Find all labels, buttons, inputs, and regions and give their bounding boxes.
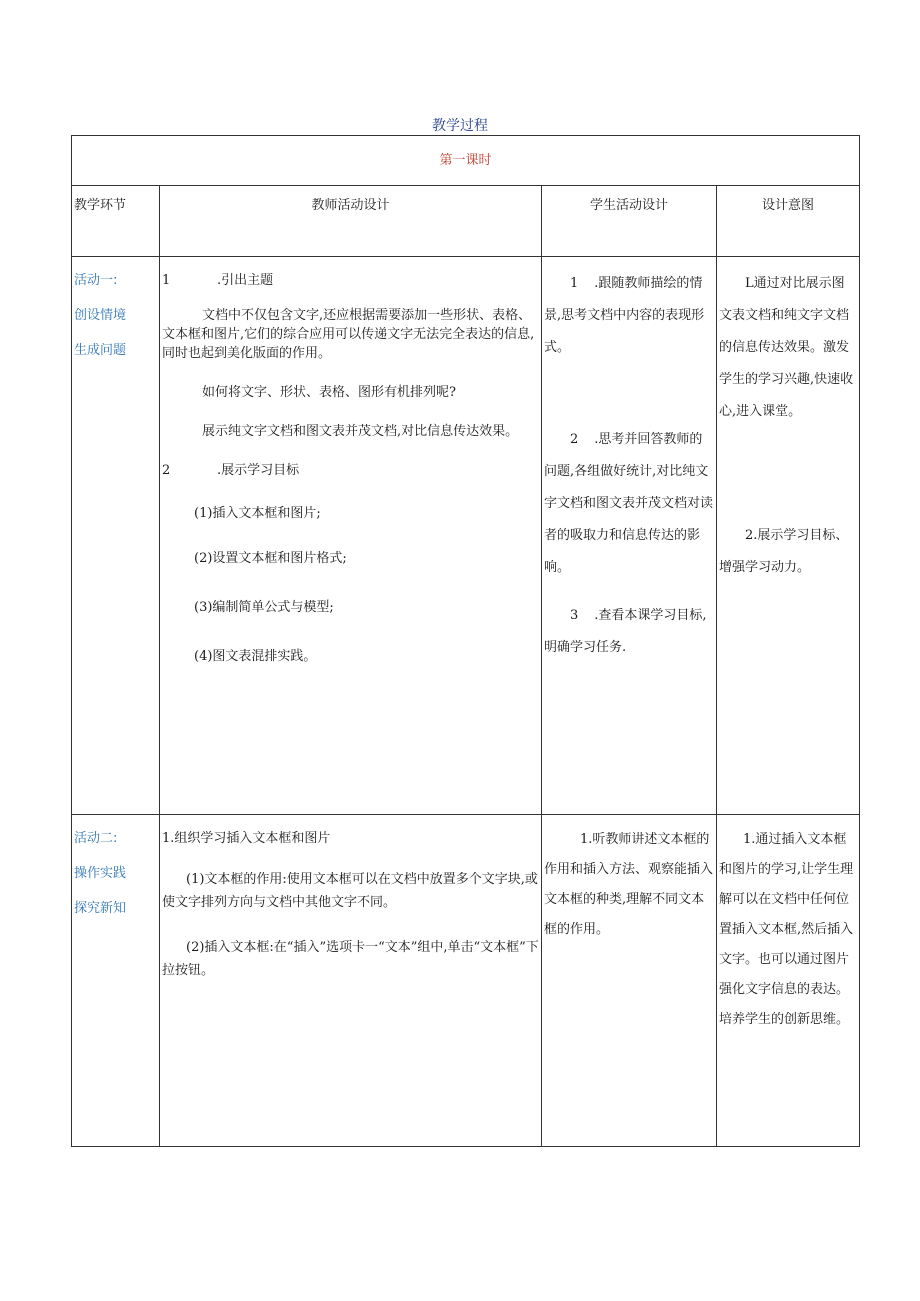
activity-2-student [542,815,717,1147]
activity-1-stage [72,257,160,815]
activity-1-teacher [160,257,542,815]
teacher-1-para-3: 展示纯文字文档和图文表并茂文档,对比信息传达效果。 [202,424,519,439]
teacher-1-goal-4: (4)图文表混排实践。 [194,649,317,664]
header-student: 学生活动设计 [542,186,717,257]
activity-2-line-1: 活动二: [74,831,118,846]
student-1-item-1-number: 1 [570,276,579,291]
teacher-1-para-2: 如何将文字、形状、表格、图形有机排列呢? [202,385,456,400]
teacher-1-para-1: 文档中不仅包含文字,还应根据需要添加一些形状、表格、文本框和图片,它们的综合应用可以传递文字无法完全表达的信息,同时也起到美化版面的作用。 [162,308,535,361]
page-title: 教学过程 [432,118,488,134]
activity-2-line-3: 探究新知 [74,901,127,916]
teacher-2-step-1: 1.组织学习插入文本框和图片 [162,831,331,846]
teacher-1-goal-3: (3)编制简单公式与模型; [194,600,334,615]
activity-2-stage [72,815,160,1147]
teacher-1-step-2-number: 2 [162,463,171,478]
student-1-item-2-text: .思考并回答教师的问题,各组做好统计,对比纯文字文档和图文表并茂文档对读者的吸取力和信息传达的影响。 [544,432,714,575]
activity-1-intent [717,257,860,815]
student-1-item-2 [544,424,714,584]
teacher-1-step-2-title: .展示学习目标 [217,463,300,478]
student-1-item-3-number: 3 [570,608,579,623]
teacher-1-step-2 [162,461,539,480]
header-teacher: 教师活动设计 [160,186,542,257]
student-1-item-3-text: .查看本课学习目标,明确学习任务. [544,608,707,655]
activity-1-student [542,257,717,815]
activity-2-line-2: 操作实践 [74,866,127,881]
intent-2-item-1: 1.通过插入文本框和图片的学习,让学生理解可以在文档中任何位置插入文本框,然后插入文字。也可以通过图片强化文字信息的表达。培养学生的创新思维。 [719,832,854,1027]
lesson-process-table [71,135,860,1147]
student-2-item-1: 1.听教师讲述文本框的作用和插入方法、观察能插入文本框的种类,理解不同文本框的作用。 [544,832,714,937]
activity-2-intent [717,815,860,1147]
activity-1-line-1: 活动一: [74,273,118,288]
header-stage: 教学环节 [72,186,160,257]
intent-1-item-2: 2.展示学习目标、增强学习动力。 [719,528,849,575]
student-1-item-1 [544,268,714,364]
teacher-1-step-1-number: 1 [162,273,171,288]
student-1-item-2-number: 2 [570,432,579,447]
activity-2-teacher [160,815,542,1147]
teacher-1-goal-1: (1)插入文本框和图片; [194,506,321,521]
teacher-1-goal-2: (2)设置文本框和图片格式; [194,551,347,566]
teacher-1-step-1 [162,271,539,290]
header-intent: 设计意图 [717,186,860,257]
activity-1-line-2: 创设情境 [74,308,127,323]
activity-1-line-3: 生成问题 [74,343,127,358]
student-1-item-1-text: .跟随教师描绘的情景,思考文档中内容的表现形式。 [544,276,705,355]
teacher-2-para-1: (1)文本框的作用:使用文本框可以在文档中放置多个文字块,或使文字排列方向与文档中其他文字不同。 [162,872,538,910]
teacher-1-step-1-title: .引出主题 [217,273,274,288]
intent-1-item-1: L通过对比展示图文表文档和纯文字文档的信息传达效果。激发学生的学习兴趣,快速收心,进入课堂。 [719,276,854,419]
teacher-2-para-2: (2)插入文本框:在“插入”选项卡一“文本”组中,单击“文本框”下拉按钮。 [162,940,539,978]
student-1-item-3 [544,600,714,664]
session-label: 第一课时 [72,136,860,186]
